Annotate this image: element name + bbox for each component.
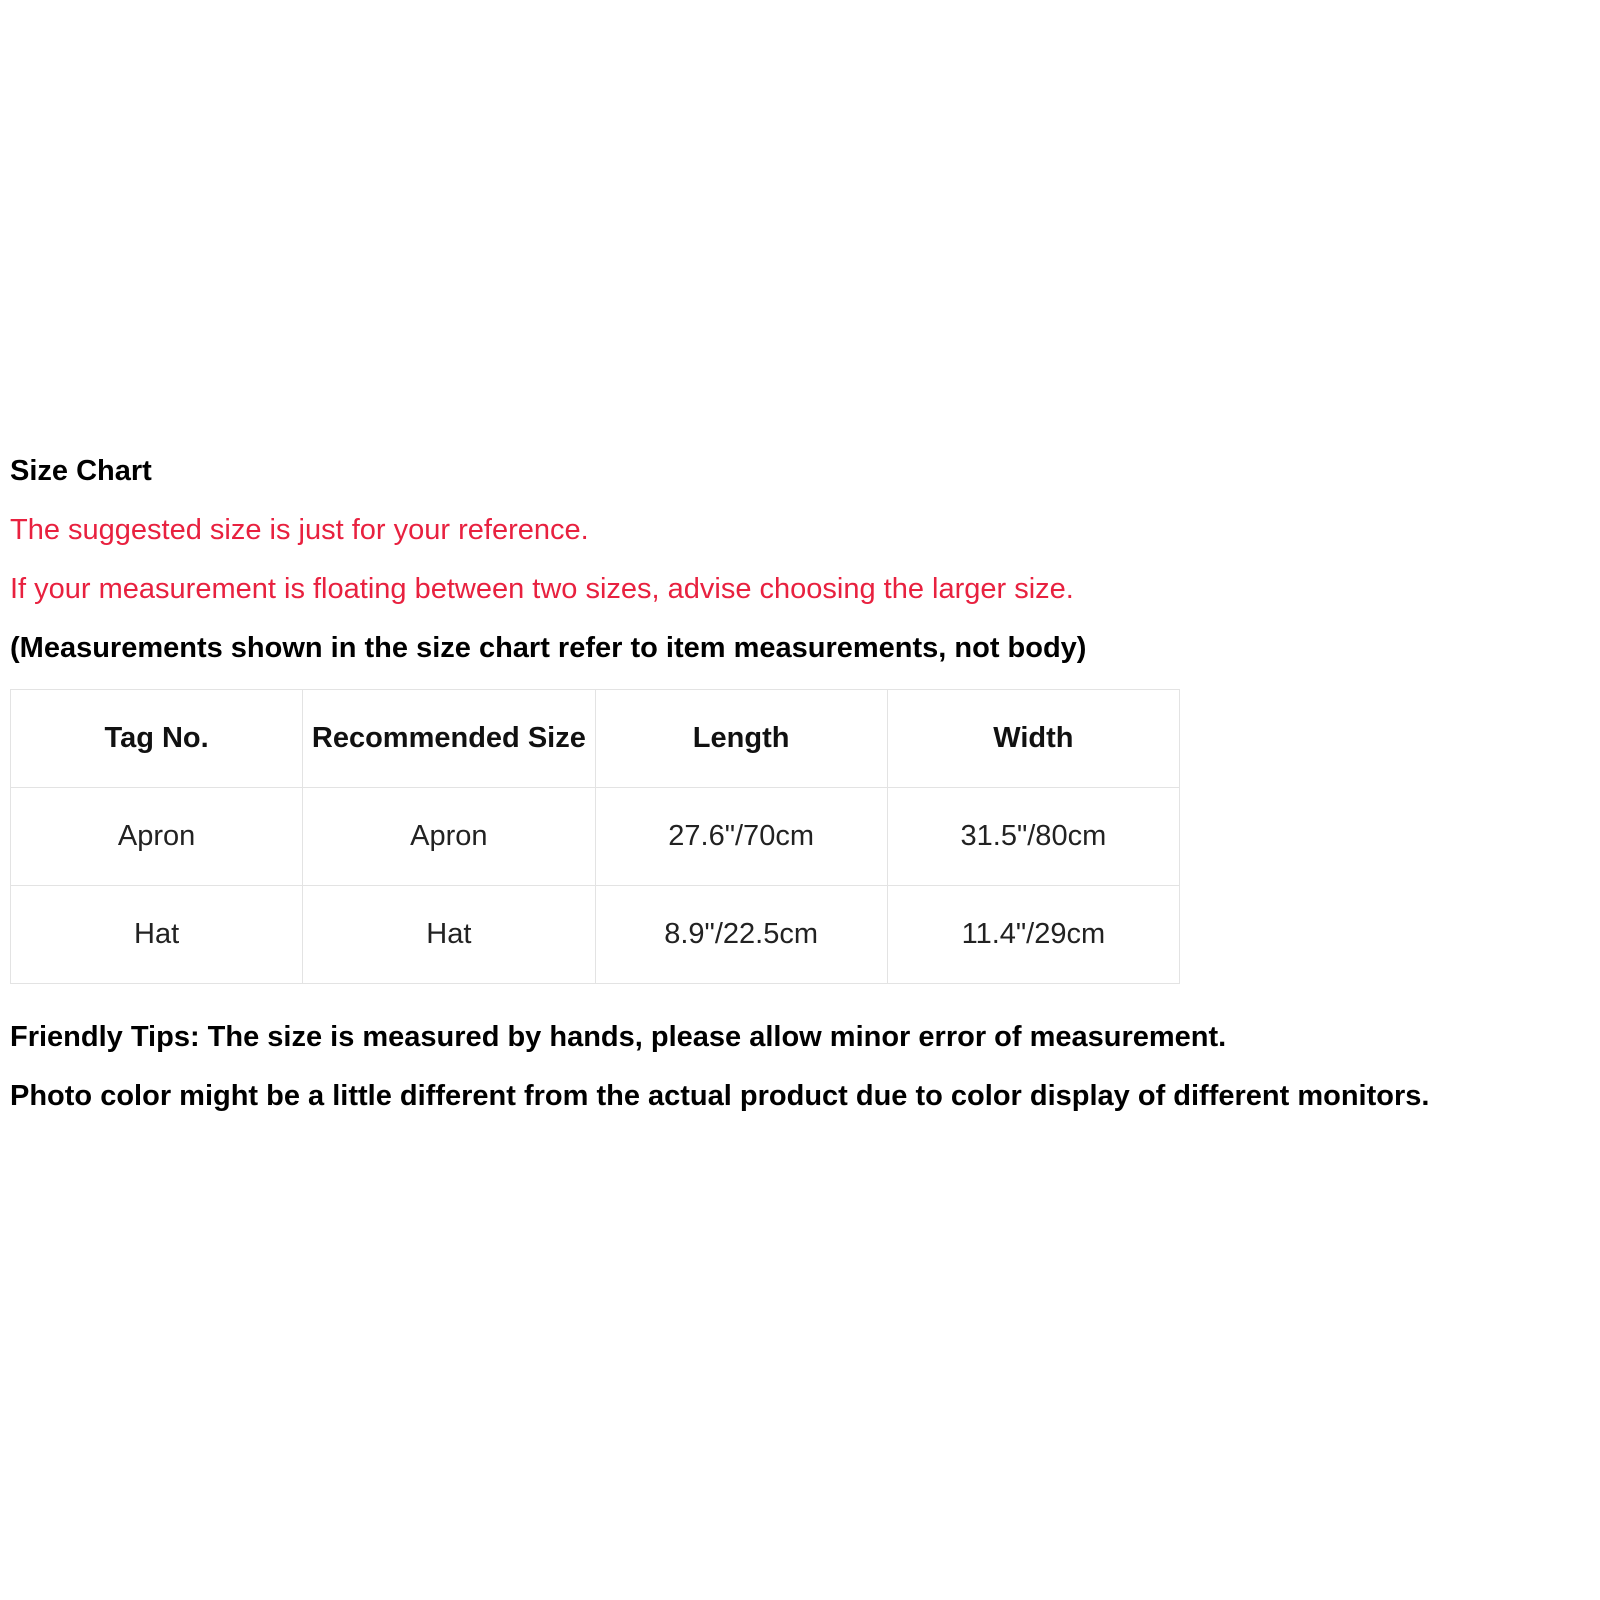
- size-chart-title: Size Chart: [10, 455, 152, 487]
- cell-width: 31.5"/80cm: [887, 788, 1179, 886]
- reference-note: The suggested size is just for your reference.: [10, 514, 589, 546]
- header-length: Length: [595, 690, 887, 788]
- cell-recommended-size: Apron: [303, 788, 595, 886]
- cell-length: 27.6"/70cm: [595, 788, 887, 886]
- photo-color-tip: Photo color might be a little different from the actual product due to color display of different monitors.: [10, 1080, 1430, 1112]
- table-row: [11, 886, 1180, 984]
- measurement-note: (Measurements shown in the size chart refer to item measurements, not body): [10, 632, 1087, 664]
- cell-tag-no: Hat: [11, 886, 303, 984]
- tips-section: [10, 1018, 1595, 1115]
- header-recommended-size: Recommended Size: [303, 690, 595, 788]
- cell-width: 11.4"/29cm: [887, 886, 1179, 984]
- size-chart-document: [10, 452, 1595, 1115]
- header-tag-no: Tag No.: [11, 690, 303, 788]
- cell-length: 8.9"/22.5cm: [595, 886, 887, 984]
- cell-recommended-size: Hat: [303, 886, 595, 984]
- header-width: Width: [887, 690, 1179, 788]
- table-header-row: [11, 690, 1180, 788]
- larger-size-advice: If your measurement is floating between two sizes, advise choosing the larger size.: [10, 573, 1074, 605]
- cell-tag-no: Apron: [11, 788, 303, 886]
- table-row: [11, 788, 1180, 886]
- friendly-tip: Friendly Tips: The size is measured by hands, please allow minor error of measurement.: [10, 1021, 1227, 1053]
- size-table: [10, 689, 1180, 984]
